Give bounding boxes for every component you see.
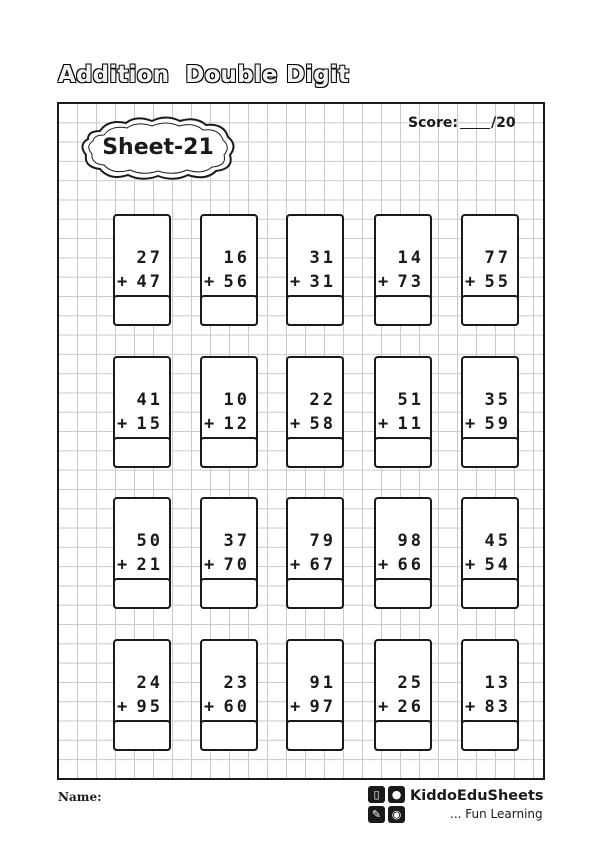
problem-card	[461, 639, 519, 751]
answer-box[interactable]	[200, 720, 258, 751]
apple-icon: ●	[388, 786, 405, 803]
problem-card	[461, 214, 519, 326]
brand-name: KiddoEduSheets	[410, 788, 544, 804]
plus-sign: +	[117, 697, 128, 717]
sheet-badge	[78, 113, 238, 181]
sheet-number: Sheet-21	[102, 134, 214, 160]
plus-sign: +	[378, 414, 389, 434]
plus-sign: +	[378, 697, 389, 717]
pencil-icon: ✎	[368, 806, 385, 823]
problem-card	[374, 639, 432, 751]
problem-card	[286, 356, 344, 468]
answer-box[interactable]	[286, 437, 344, 468]
addend-bottom: 60	[223, 697, 250, 717]
answer-box[interactable]	[374, 720, 432, 751]
answer-box[interactable]	[374, 578, 432, 609]
addend-top: 79	[309, 531, 336, 551]
problem-card	[286, 639, 344, 751]
addend-top: 25	[397, 673, 424, 693]
plus-sign: +	[290, 697, 301, 717]
addend-top: 37	[223, 531, 250, 551]
brand-logo	[368, 786, 548, 826]
addend-top: 14	[397, 248, 424, 268]
addend-bottom: 83	[484, 697, 511, 717]
addend-top: 10	[223, 390, 250, 410]
addend-top: 41	[136, 390, 163, 410]
addend-top: 50	[136, 531, 163, 551]
addend-bottom: 95	[136, 697, 163, 717]
problem-card	[374, 497, 432, 609]
plus-sign: +	[204, 697, 215, 717]
addend-bottom: 47	[136, 272, 163, 292]
addend-bottom: 12	[223, 414, 250, 434]
addend-top: 91	[309, 673, 336, 693]
addend-bottom: 73	[397, 272, 424, 292]
score-blank[interactable]	[460, 114, 490, 129]
addend-top: 51	[397, 390, 424, 410]
plus-sign: +	[117, 414, 128, 434]
plus-sign: +	[378, 555, 389, 575]
answer-box[interactable]	[461, 437, 519, 468]
plus-sign: +	[465, 272, 476, 292]
addend-top: 13	[484, 673, 511, 693]
addend-bottom: 67	[309, 555, 336, 575]
problem-card	[461, 356, 519, 468]
addend-bottom: 26	[397, 697, 424, 717]
answer-box[interactable]	[374, 437, 432, 468]
problem-card	[461, 497, 519, 609]
brand-icons	[368, 786, 408, 824]
problem-card	[113, 497, 171, 609]
answer-box[interactable]	[200, 437, 258, 468]
plus-sign: +	[117, 555, 128, 575]
addend-bottom: 56	[223, 272, 250, 292]
answer-box[interactable]	[200, 578, 258, 609]
plus-sign: +	[204, 555, 215, 575]
answer-box[interactable]	[461, 578, 519, 609]
addend-bottom: 58	[309, 414, 336, 434]
addend-top: 23	[223, 673, 250, 693]
answer-box[interactable]	[461, 295, 519, 326]
addend-bottom: 54	[484, 555, 511, 575]
answer-box[interactable]	[113, 437, 171, 468]
plus-sign: +	[465, 555, 476, 575]
addend-bottom: 97	[309, 697, 336, 717]
plus-sign: +	[378, 272, 389, 292]
addend-bottom: 31	[309, 272, 336, 292]
score-total: /20	[491, 115, 516, 131]
answer-box[interactable]	[286, 578, 344, 609]
problem-card	[113, 214, 171, 326]
title-double-digit: Double Digit	[185, 62, 350, 88]
score-label: Score:	[408, 115, 458, 131]
addend-top: 31	[309, 248, 336, 268]
plus-sign: +	[290, 414, 301, 434]
answer-box[interactable]	[286, 720, 344, 751]
book-icon: ▯	[368, 786, 385, 803]
addend-bottom: 70	[223, 555, 250, 575]
addend-top: 35	[484, 390, 511, 410]
addend-bottom: 55	[484, 272, 511, 292]
addend-top: 45	[484, 531, 511, 551]
addend-bottom: 21	[136, 555, 163, 575]
name-label: Name:	[58, 790, 102, 804]
answer-box[interactable]	[286, 295, 344, 326]
addend-top: 27	[136, 248, 163, 268]
problem-card	[374, 356, 432, 468]
ball-icon: ◉	[388, 806, 405, 823]
addend-bottom: 15	[136, 414, 163, 434]
plus-sign: +	[204, 414, 215, 434]
brand-tagline: ... Fun Learning	[450, 807, 543, 821]
answer-box[interactable]	[200, 295, 258, 326]
problem-card	[200, 639, 258, 751]
problem-card	[286, 497, 344, 609]
problem-card	[113, 356, 171, 468]
plus-sign: +	[465, 697, 476, 717]
problem-card	[374, 214, 432, 326]
plus-sign: +	[465, 414, 476, 434]
addend-bottom: 66	[397, 555, 424, 575]
answer-box[interactable]	[113, 720, 171, 751]
problem-card	[113, 639, 171, 751]
plus-sign: +	[290, 272, 301, 292]
problem-card	[286, 214, 344, 326]
addend-top: 98	[397, 531, 424, 551]
addend-bottom: 59	[484, 414, 511, 434]
plus-sign: +	[290, 555, 301, 575]
addend-top: 22	[309, 390, 336, 410]
answer-box[interactable]	[461, 720, 519, 751]
worksheet-title	[58, 62, 365, 88]
answer-box[interactable]	[374, 295, 432, 326]
problem-card	[200, 356, 258, 468]
addend-top: 77	[484, 248, 511, 268]
plus-sign: +	[117, 272, 128, 292]
plus-sign: +	[204, 272, 215, 292]
answer-box[interactable]	[113, 578, 171, 609]
problem-card	[200, 214, 258, 326]
answer-box[interactable]	[113, 295, 171, 326]
score-field	[408, 114, 516, 131]
addend-top: 16	[223, 248, 250, 268]
addend-top: 24	[136, 673, 163, 693]
problem-card	[200, 497, 258, 609]
title-addition: Addition	[58, 62, 170, 88]
addend-bottom: 11	[397, 414, 424, 434]
